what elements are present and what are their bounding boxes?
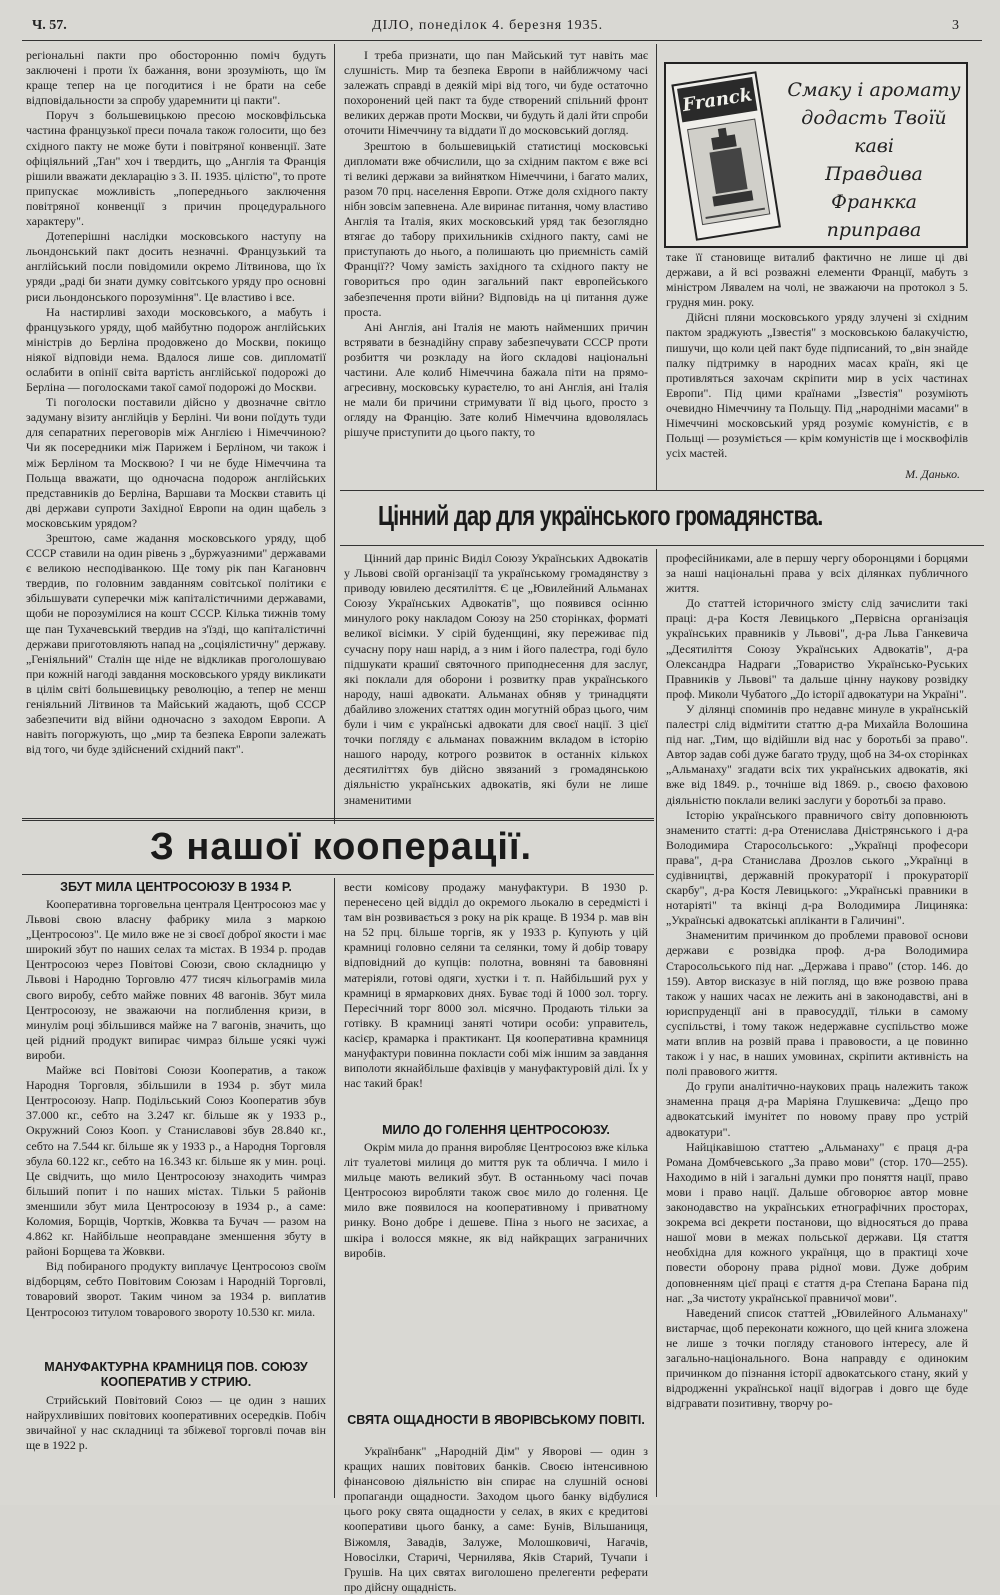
paragraph: таке її становище виталиб фактично не лише ці дві держави, а й всі розважні елементи Франції, мабуть з міністром Лявалем на чолі, не зважаючи на протокол з 5. грудня мин. року. (666, 250, 968, 310)
section-rule (340, 545, 984, 546)
paragraph: Історію українського правничого світу доповнюють знаменито статті: д-ра Отенислава Дністрянського і д-ра Володимира Старосольського: „Українці професори права", д-ра Станислава Дрозлов ського „Українці в судівництві, державній прокураторії і прокураторії скарбу", д-ра Костя Левицького: „Українські правники в нотаріяті" та вкінці д-ра Володимира Лициняка: „Українські адвокатські апліканти в Галичині". (666, 807, 968, 928)
paragraph: Дотеперішні наслідки московського наступу на льондонський пакт досить незначні. Французький та англійський посли повідомили окремо Літвинова, що їх уряди „раді би знати думку совітського уряду про основні риси льондонського порозуміння". Це властиво і все. (26, 229, 326, 304)
pact-article-col2 (344, 48, 648, 485)
ad-slogan-line: Правдива Франкка (825, 163, 923, 213)
manufactory-store-continued (344, 880, 648, 1120)
paragraph: До групи аналітично-наукових праць належить також знаменна праця д-ра Маріяна Глушкевича: „Дещо про адвокатський імунітет по новому праву про устрій адвокатури". (666, 1079, 968, 1139)
coffee-package-icon (666, 64, 786, 246)
franck-brand: Franck (681, 84, 754, 117)
paragraph: Ані Англія, ані Італія не мають найменших причин встрявати в безнадійну справу забезпечувати СССР проти розбиття чи розкладу на його складові національні частини. Але колиб Німеччина бажала піти на прямо-агресивну, московську кураєтелю, то ані Англія, ані Італія не мали би причини стримувати її від цього, просто з огляду на Францію. Зате колиб Німеччина вдоволялась рішуче приступити до цього пакту, то (344, 319, 648, 440)
paragraph: професійниками, але в першу чергу оборонцями і борцями за наші національні права у всіх ділянках публичного життя. (666, 551, 968, 596)
paragraph: Кооперативна торговельна централя Центросоюз має у Львові свою власну фабрику мила з маркою „Центросоюз". Це мило вже не зі своєї доброї якости і має широкий збут по наших селах та містах. В 1934 р. продав Центросоюз через Повітові Союзи, свою складницю у Львові і Народню Торговлю 477 тисяч кільограмів мила свого виробу, себто майже повних 48 вагонів. Збут мила Центросоюзу, не зважаючи на поглиблення кризи, в минулім році збільшився майже на 7 вагонів, значить, що цей рідний продукт випирає чимраз більше усякі чужі вироби. (26, 897, 326, 1062)
ad-slogan-line: Смаку і аромату (787, 79, 961, 101)
paragraph: На настирливі заходи московського, а мабуть і французького уряду, щоб майбутню подорож англійських міністрів до Берліна продовжено до Москви, покищо ніякої відповіди нема. Вдалося лише сов. дипломатії ослабити в опінії світа вартість англійської подорожі до Берліна — поголосками такої самої подорожі до Москви. (26, 304, 326, 395)
paragraph: Ті поголоски поставили дійсно у двозначне світло задуману візиту англійців у Берліні. Чи вони поїдуть туди для сепаратних переговорів між Англією і Німеччиною? Чи як посередники між Парижем і Берліном, чи також і між Берліном та Москвою? І чи не буде Німеччина та Польща вважати, що одночасна подорож англійських представників до Берліна, Варшави та Москви ставить ці дві держави супроти Західної Европи на один щабель з московським урядом? (26, 395, 326, 530)
paragraph: регіональні пакти про обосторонню поміч будуть заключені і проти їх бажання, вони зрозуміють, що їм краще тепер на це погодитися і не брати на себе відповідальности за спробу ударемнити ці пакти". (26, 48, 326, 108)
ad-slogan-line: приправа (826, 219, 922, 241)
shaving-soap-heading: МИЛО ДО ГОЛЕННЯ ЦЕНТРОСОЮЗУ. (382, 1123, 610, 1137)
section-rule (340, 490, 984, 491)
page-number: 3 (952, 18, 959, 33)
manufactory-store-text (26, 1393, 326, 1497)
column-rule (656, 549, 657, 1497)
paragraph: Найцікавішою статтею „Альманаху" є праця д-ра Романа Домбчевського „За право мови" (стор. 170—255). Находимо в ній і загальні думки про поняття нації, право мови і право нації. Дальше обговорює автор мовне законодавство на українських етнографічних просторах, зокрема всі декрети постанови, що відносяться до права нашої мови в межах польської держави. Ця стаття необхідна для кожного українця, що в практиці хоче повести оборону права рідної мови. Дуже добрим доповненням цієї праці є стаття д-ра Степана Барана під наг. „За чистоту української правничої мови". (666, 1139, 968, 1305)
author-signature: М. Данько. (905, 467, 960, 482)
paragraph: Українбанк" „Народній Дім" у Яворові — один з кращих наших повітових банків. Своєю інтенсивною фінансовою діяльністю він спирає на слушній основі пропаганди ощадности. Заходом цього банку відбулися цього року свята ощадности у селах, в яких є кредитові кооперативи цього банку, а саме: Бунів, Вільшаниця, Віжомля, Завадів, Залуже, Молошковичі, Нагачів, Новосілки, Старичі, Чернилява, Яків Старий, Тучапи і Грушів. На цих святах виголошено прелегенти реферати про дійсну ощадність. (344, 1444, 648, 1594)
gift-article-col3 (666, 551, 968, 1496)
franck-coffee-ad (664, 62, 968, 248)
shaving-soap-text (344, 1140, 648, 1410)
header-rule (22, 40, 982, 41)
savings-days-heading: СВЯТА ОЩАДНОСТИ В ЯВОРІВСЬКОМУ ПОВІТІ. (347, 1413, 645, 1427)
paragraph: Зрештою в большевицькій статистиці московські дипломати вже обчислили, що за східним пактом є вже всі ті великі держави за вийнятком Німеччини, і багато малих, разом 70 прц. населення Европи. Отже доля східного пакту нібн зовсім запевнена. Але виринає питання, чому властиво Англія та Італія, яких московський уряд так безоглядно втягає до табору прихильників східного пакту, самі не приступають до нього, а полишають цю приємність самій Франції?? Чому замість західного та східного пакту не говориться про один загальний пакт европейського забезпечення проти війни? Відповідь на ці питання дуже проста. (344, 138, 648, 319)
soap-sales-heading: ЗБУТ МИЛА ЦЕНТРОСОЮЗУ В 1934 Р. (60, 880, 292, 894)
paragraph: Поруч з большевицькою пресою московфільська частина французької преси почала також голосити, що без східного пакту не може бути і повітряної конвенції. Зате офіціяльний „Тан" хоч і твердить, що „Англія та Франція рішили вважати декларацію з 3. II. 1935. цілістю", то проте припускає можливість „попереднього заключення повітряної конвенції з причин процедурального характеру". (26, 108, 326, 229)
ad-slogan (784, 76, 964, 244)
gift-article-title: Цінний дар для українського громадянства. (378, 500, 823, 531)
pact-article-col1 (26, 48, 326, 822)
paragraph: До статтей історичного змісту слід зачислити такі праці: д-ра Костя Левицького „Первісна організація українських правників у Львові", д-ра Льва Ганкевича „Десятиліття Союзу Українських Адвокатів", д-ра Олександра Надраги „Товариство Українсько-Руських Правників у Львові" та дальше цінну наукову розвідку проф. Миколи Чубатого „До історії адвокатури на Україні". (666, 596, 968, 701)
column-rule (334, 878, 335, 1498)
paragraph: Майже всі Повітові Союзи Кооператив, а також Народня Торговля, збільшили в 1934 р. збут мила Центросоюзу. Напр. Подільський Союз Кооператив збув 37.000 кг., себто на 3.247 кг. більше як у 1933 р., Окружний Союз Кооп. у Станиславові збув 28.840 кг., себто на 7.544 кг. більше як у 1933 р., а Народня Торговля збула 60.122 кг., себто на 16.343 кг. більше як у мин. році. Це свідчить, що мило Центросоюзу знаходить чимраз більший попит і по наших містах. Тільки 5 районів зменшили збут мила Центросоюзу в 1934 р., а саме: Коломия, Борщів, Чортків, Жовква та Бучач — разом на 4.862 кг. Найбільше неоправдане зменшення збуту в районі Борщева та Жовкви. (26, 1063, 326, 1259)
column-rule (656, 44, 657, 490)
savings-days-text (344, 1444, 648, 1594)
paragraph: Від побираного продукту виплачує Центросоюз своїм відборцям, себто Повітовим Союзам і Народній Торговлі, товаровий зворот. Таким чином за 1934 р. виплатив Центросоюз титулом товарового звороту 10.530 кг. мила. (26, 1259, 326, 1319)
dateline: ДІЛО, понеділок 4. березня 1935. (372, 18, 604, 33)
column-rule (334, 44, 335, 824)
paragraph: І треба признати, що пан Майський тут навіть має слушність. Мир та безпека Европи в найближчому часі залежать справді в деякій мірі від того, чи буде остаточно похоронений цей пакт та буде створений спільний фронт великих держав проти Москви, чи будуть й далі йти спроби оточити Німеччину та віддати її до московський догляд. (344, 48, 648, 138)
section-rule (22, 818, 654, 821)
paragraph: Зрештою, саме жадання московського уряду, щоб СССР ставили на один рівень з „буржуазними" державами є великою несподіванкою. Ще тому рік пан Кагановнч твердив, по головним завданням совітської політики є збільшувати суперечки між капіталістичними державами, щоби не порозумілися на кошт СССР. Кілька тижнів тому ще пан Тухачевський твердив на з'їзді, що капіталістичні держави приготовляють напад на „соціялістичну" державу. „Геніяльний" Сталін ще ніде не відкликав проголошуваю при кожній нагоді завдання московського уряду викликати в цілім світі большевицьку революцію, а тепер не менш геніяльний Літвинов та Майський жадають, щоб СССР забезпечити від війни одночасно з заходом Европи. А навіть погоржують, що „мир та безпека Европи залежать від того, чи буде здійснений східний пакт". (26, 531, 326, 757)
paragraph: вести комісову продажу мануфактури. В 1930 р. перенесено цей відділ до окремого льокалю в середмісті і там він розвивається з року на рік краще. В 1934 р. мав він на 52 прц. більше торгів, як у 1933 р. Купують у цій крамниці головно селяни та селянки, тому й добір товару відповідний до купців: полотна, вовняні та бавовняні матеріяли, готові одяги, хустки і т. п. Найбільший рух у крамниці в ярмаркових днях. Буває тоді й 1000 зол. торгу. Пересічний торг 8000 зол. місячно. Продають тільки за готівку. В крамниці заняті чотири особи: управитель, касієр, крамарка і практикант. Ця кооперативна крамниця мануфактури повинна покласти собі між іншим за завдання виполоти якнайбільше фахівців у мануфактуровій ділі. Їх у нас такий брак! (344, 880, 648, 1091)
paragraph: Дійсні пляни московського уряду злучені зі східним пактом зраджують „Ізвестія" з московською балакучістю, пишучи, що коли цей пакт буде підписаний, то „він знайде палку підтримку в народних масах країн, які це противляться захочам скріпити мир в усіх частинах Европи". Під цими країнами „Ізвестія" розуміють очевидно Німеччину та Польщу. Під „народніми масами" в Німеччині московський уряд розуміє комуністів, є в Польщі — розуміється — крім комуністів ще і москвофілів усіх мастей. (666, 310, 968, 461)
issue-number: Ч. 57. (32, 18, 67, 33)
gift-article-col2 (344, 551, 648, 813)
paragraph: Цінний дар приніс Виділ Союзу Українських Адвокатів у Львові своїй організації та українському громадянству з приводу ювилею десятиліття. Є це „Ювилейний Альманах Союзу Українських Адвокатів", що появився осінню минулого року накладом Союзу на 250 сторінках, форматі великої вісімки. У сірій буденщині, яку переживає під сучасну пору наш нарід, а з ним і його палестра, годі було підшукати крашиї святочного приподнесення для заслуг, які поклали для оборони і розвитку прав українського народу, наші адвокати. Альманах обняв у тринадцяти дбайливо зложених статтях один могутній образ цього, чим були і чим є українські адвокати для своєї нації. З цієї точки погляду є альманах поважним вкладом в історію нашого народу, котрого розвиток в останніх кількох десятиліттях був дійсно звязаний з громадянською діяльністю українських адвокатів, які були не лише знаменитими (344, 551, 648, 807)
ad-slogan-line: додасть Твоїй каві (801, 107, 947, 157)
section-rule (22, 874, 654, 875)
soap-sales-text (26, 897, 326, 1357)
paragraph: У ділянці споминів про недавнє минуле в українській палестрі слід відмітити статтю д-ра Михайла Волошина під наг. „Тим, що відійшли від нас у боротьбі за право". Автор задав собі дуже багато труду, щоб на 34-ох сторінках „Альманаху" згадати всіх тих українських адвокатів, які вже від 1849. р., точніше від 1869. р., своєю фаховою діяльністю поклали великі заслуги у боротьбі за право. (666, 701, 968, 807)
paragraph: Стрийський Повітовий Союз — це один з наших найрухливіших повітових кооперативних осередків. Побіч звичайної у нас складниці та збіжевої торговлі почав він ще в 1922 р. (26, 1393, 326, 1453)
paragraph: Наведений список статтей „Ювилейного Альманаху" вистарчає, щоб переконати кожного, що цей книга зложена не лише з точки погляду станового інтересу, але й загально-національного. Вона направду є одиноким причинком до пізнання історії адвокатського стану, який у відродженні української нації відограв і довго ще буде відгравати позитивну, творчу ро- (666, 1305, 968, 1411)
paragraph: Окрім мила до прання виробляє Центросоюз вже кілька літ туалетові милиця до миття рук та обличча. І мило і мильце мають великий збут. В останньому часі почав Центросоюз виробляти також своє мило до голення. Це мило вже появилося на кооперативному і приватному ринку. Воно добре і дешеве. Піна з нього не засихає, а шкіра і волосся мякне, як від найкращих заграничних виробів. (344, 1140, 648, 1260)
pact-article-col3 (666, 250, 968, 480)
paragraph: Знаменитим причинком до проблеми правової основи держави є розвідка проф. д-ра Володимира Старосольського під наг. „Держава і право" (стор. 146. до 159). Автор висказує в ній погляд, що вже розвою права також у наших часах не лежить ані в законодавстві, ані в юриспруденції ані в правосуддії, тільки в самому суспільстві, і тому також недержавне суспільство може мати вплив на розвій права і правовости, а це повинно також і у нас, в наших умовинах, скріпити активність на полі правового життя. (666, 928, 968, 1079)
coop-section-title: З нашої кооперації. (150, 826, 533, 868)
manufactory-store-heading: МАНУФАКТУРНА КРАМНИЦЯ ПОВ. СОЮЗУ КООПЕРАТИВ У СТРИЮ. (44, 1360, 308, 1389)
